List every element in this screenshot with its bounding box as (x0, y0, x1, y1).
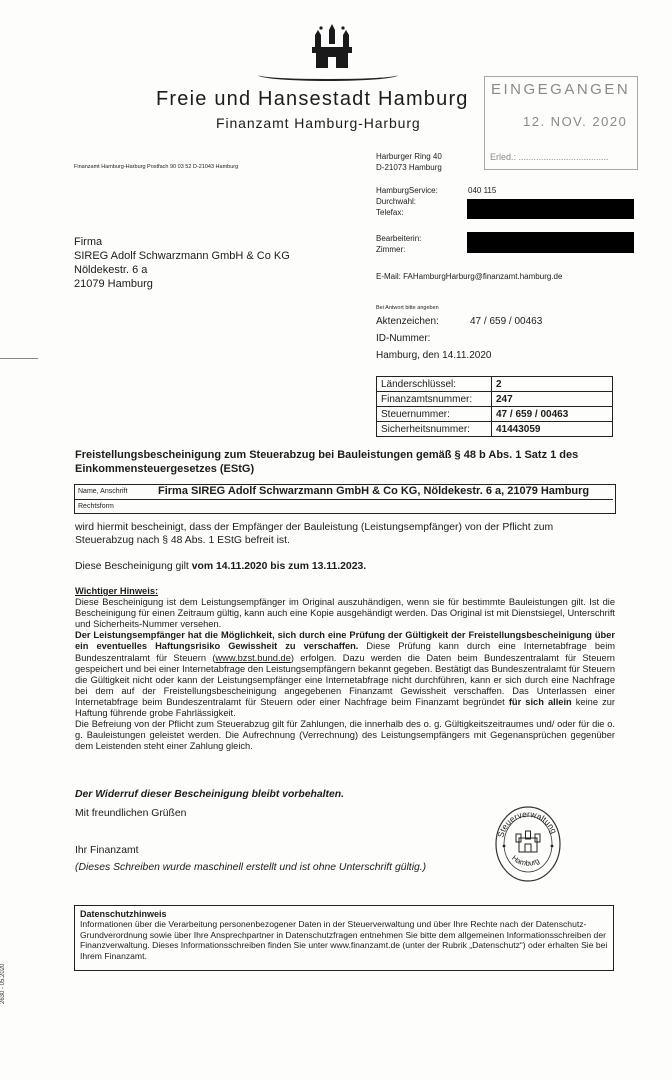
validity-period: vom 14.11.2020 bis zum 13.11.2023. (191, 561, 367, 572)
office-title: Finanzamt Hamburg-Harburg (216, 115, 421, 131)
table-value: 2 (492, 377, 613, 392)
aktenzeichen-value: 47 / 659 / 00463 (470, 316, 543, 327)
validity-prefix: Diese Bescheinigung gilt (75, 561, 192, 572)
id-label: ID-Nummer: (376, 333, 431, 344)
bearbeiterin-label: Bearbeiterin: (376, 234, 422, 243)
authority-title: Freie und Hansestadt Hamburg (156, 88, 469, 110)
important-notice (75, 586, 615, 752)
received-stamp (484, 76, 638, 170)
zimmer-label: Zimmer: (376, 245, 406, 254)
aktenzeichen-label: Aktenzeichen: (376, 316, 439, 327)
logo-underline (258, 69, 398, 81)
notice-bold-intro: Der Leistungsempfänger hat die Möglichkeit, sich durch eine Prüfung der Gültigkeit der Freistellungsbescheinigung über ein eventuelles Haftungsrisiko Gewissheit zu verschaffen. (75, 630, 615, 652)
svg-text:Steuerverwaltung (495, 809, 559, 839)
reply-reference-note: Bei Antwort bitte angeben (376, 305, 439, 311)
redacted-clerk (467, 232, 634, 253)
service-value: 040 115 (468, 186, 497, 195)
table-key: Finanzamtsnummer: (377, 392, 492, 407)
revocation-note: Der Widerruf dieser Bescheinigung bleibt vorbehalten. (75, 789, 344, 800)
recipient-line-2: SIREG Adolf Schwarzmann GmbH & Co KG (74, 250, 290, 262)
recipient-line-3: Nöldekestr. 6 a (74, 264, 148, 276)
signoff: Ihr Finanzamt (75, 845, 139, 856)
fold-mark (0, 358, 38, 359)
name-value: Firma SIREG Adolf Schwarzmann GmbH & Co KG, Nöldekestr. 6 a, 21079 Hamburg (158, 485, 590, 497)
durchwahl-label: Durchwahl: (376, 197, 417, 206)
validity-line (75, 561, 615, 572)
telefax-label: Telefax: (376, 208, 404, 217)
recipient-line-4: 21079 Hamburg (74, 278, 153, 290)
notice-bold-emphasis: für sich allein (508, 696, 572, 707)
form-code: 2630 - 05.2020 (0, 963, 6, 1004)
machine-generated-note: (Dieses Schreiben wurde maschinell erstellt und ist ohne Unterschrift gültig.) (75, 862, 427, 873)
notice-text-b: ) erfolgen. Dazu werden die Daten beim Bundeszentralamt für Steuern gespeichert und bei einer Internetabfrage den Leistungsempfängern bekannt gegeben. Bestätigt das Bundeszentralamt für Steuern die Gültigkeit nicht oder kann der Leistungsempfänger eine Internetabfrage nicht durchführen, kann er sich durch eine Nachfrage bei dem auf der Freistellungsbescheinigung angegebenen Finanzamt Gewissheit verschaffen. Das Unterlassen einer Internetabfrage beim Bundeszentralamt für Steuern oder einer Nachfrage beim Finanzamt begründet (75, 652, 615, 707)
hamburg-castle-logo-icon (308, 20, 356, 70)
service-label: HamburgService: (376, 186, 438, 195)
greeting: Mit freundlichen Grüßen (75, 808, 187, 819)
office-email: E-Mail: FAHamburgHarburg@finanzamt.hamburg.de (376, 272, 563, 281)
notice-paragraph-1: Diese Bescheinigung ist dem Leistungsempfänger im Original auszuhändigen, wenn sie für bestimmte Bauleistungen gilt. Ist die Bescheinigung für einen Zeitraum gültig, kann auch eine Kopie ausgehändigt werden. Das Original ist mit Dienstsiegel, Unterschrift und Sicherheits-Nummer versehen. (75, 597, 615, 630)
table-value: 47 / 659 / 00463 (492, 407, 613, 422)
svg-text:Hamburg (510, 853, 541, 867)
notice-title: Wichtiger Hinweis: (75, 586, 159, 596)
table-key: Steuernummer: (377, 407, 492, 422)
exemption-statement: wird hiermit bescheinigt, dass der Empfänger der Bauleistung (Leistungsempfänger) von der Pflicht zum Steuerabzug nach § 48 Abs. 1 EStG befreit ist. (75, 522, 554, 546)
office-street: Harburger Ring 40 (376, 152, 442, 161)
tax-info-table (376, 376, 613, 437)
privacy-title: Datenschutzhinweis (80, 909, 167, 919)
table-row (377, 377, 613, 392)
seal-bottom-text: Hamburg (510, 853, 541, 868)
letter-date: Hamburg, den 14.11.2020 (376, 350, 492, 361)
stamp-text: EINGEGANGEN (491, 81, 631, 98)
stamp-date: 12. NOV. 2020 (523, 114, 628, 129)
recipient-address (74, 235, 290, 291)
sender-return-address: Finanzamt Hamburg-Harburg Postfach 90 03 52 D-21043 Hamburg (74, 164, 239, 170)
name-label: Name, Anschrift (78, 488, 128, 495)
table-row (377, 422, 613, 437)
notice-paragraph-2 (75, 630, 615, 719)
table-value: 247 (492, 392, 613, 407)
bzst-link[interactable]: www.bzst.bund.de (215, 652, 291, 663)
table-value: 41443059 (492, 422, 613, 437)
privacy-text: Informationen über die Verarbeitung personenbezogener Daten in der Steuerverwaltung und über Ihre Rechte nach der Datenschutz-Grundverordnung sowie über Ihre Ansprechpartner in Datenschutzfragen entnehmen Sie bitte dem allgemeinen Informationsschreiben der Finanzverwaltung. Dieses Informationsschreiben finden Sie unter www.finanzamt.de (unter der Rubrik „Datenschutz“) oder erhalten Sie bei Ihrem Finanzamt. (80, 919, 608, 961)
table-row (377, 407, 613, 422)
office-city: D-21073 Hamburg (376, 163, 442, 172)
redacted-phone (467, 199, 634, 219)
official-seal-icon (493, 804, 563, 884)
document-heading: Freistellungsbescheinigung zum Steuerabzug bei Bauleistungen gemäß § 48 b Abs. 1 Satz 1 des Einkommensteuergesetzes (EStG) (75, 449, 579, 475)
table-row (377, 392, 613, 407)
notice-paragraph-3: Die Befreiung von der Pflicht zum Steuerabzug gilt für Zahlungen, die innerhalb des o. g. Gültigkeitszeitraumes und/ oder für die o. g. Bauleistungen geleistet werden. Die Aufrechnung (Verrechnung) des Leistungsempfängers mit Gegenansprüchen gegenüber dem Leistenden steht einer Zahlung gleich. (75, 719, 615, 752)
rechtsform-label: Rechtsform (78, 503, 114, 510)
notice-text-a: Diese Prüfung kann durch eine Internetabfrage beim Bundeszentralamt für Steuern ( (75, 641, 615, 663)
privacy-notice-box (74, 905, 614, 971)
table-key: Sicherheitsnummer: (377, 422, 492, 437)
notice-text-c: keine zur Haftung führende grobe Fahrlässigkeit. (75, 696, 615, 719)
recipient-name-box (74, 484, 616, 514)
stamp-erled: Erled.: .................................... (490, 152, 609, 162)
table-key: Länderschlüssel: (377, 377, 492, 392)
seal-top-text: Steuerverwaltung (495, 808, 560, 839)
recipient-line-1: Firma (74, 236, 103, 248)
